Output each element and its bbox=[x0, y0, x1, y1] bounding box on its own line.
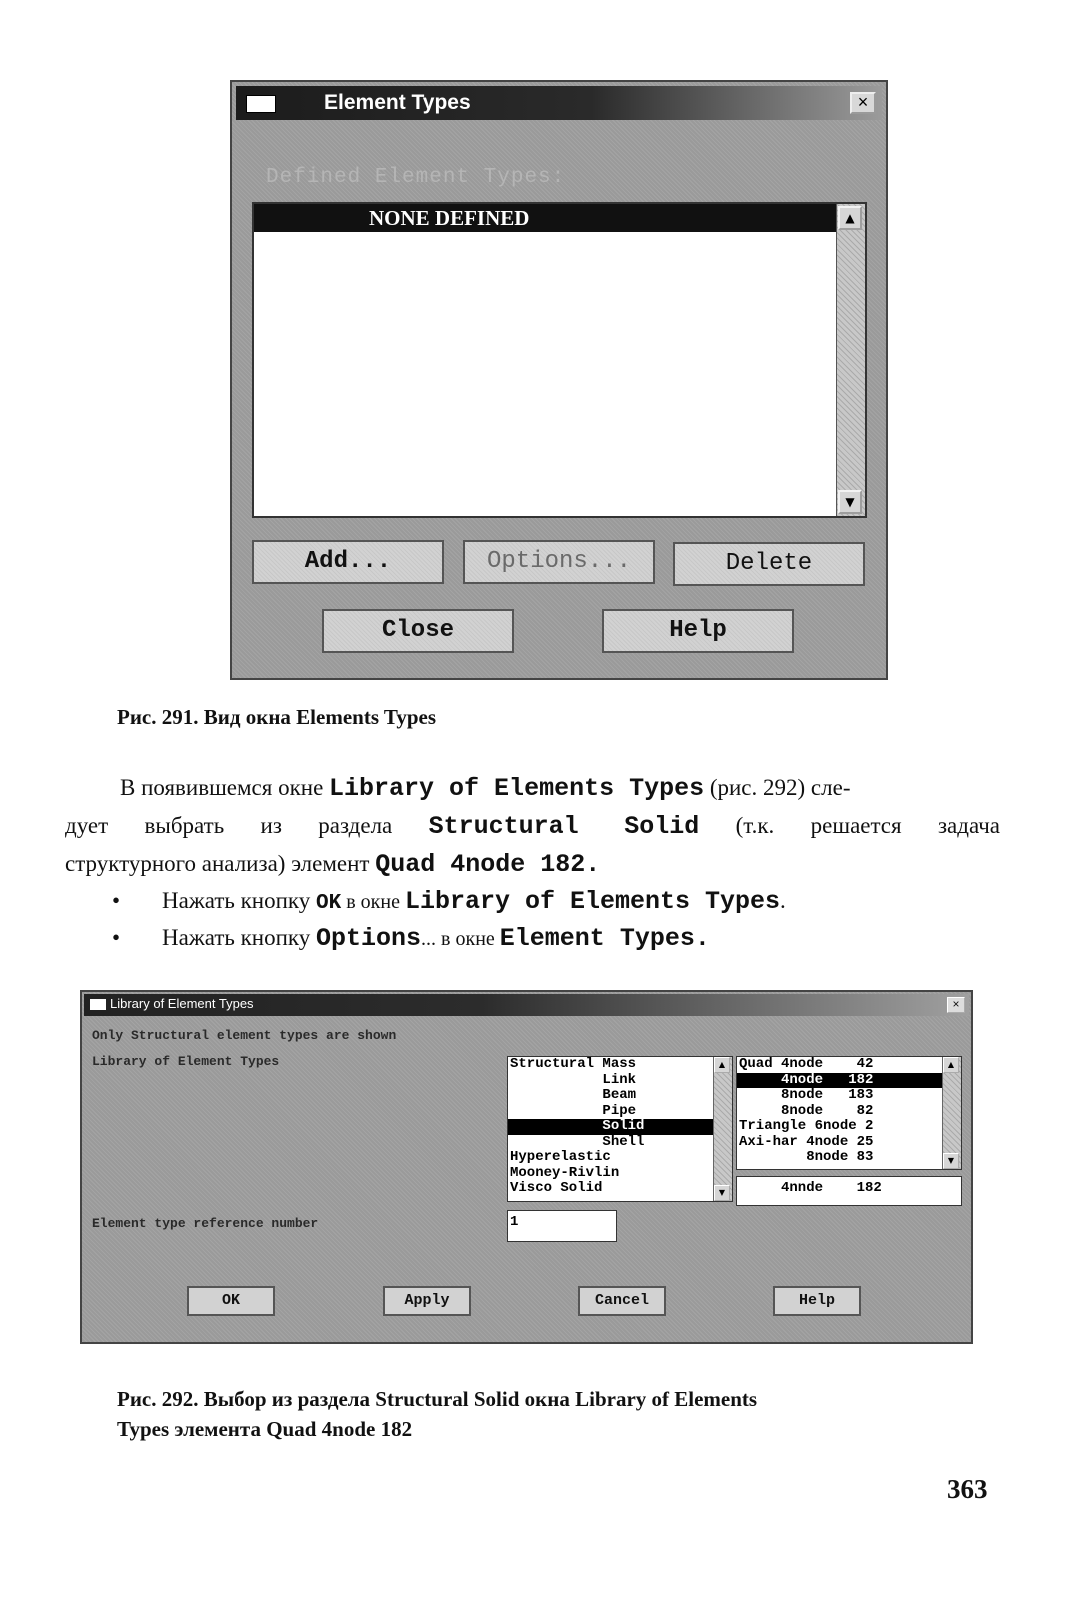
help-button[interactable]: Help bbox=[602, 609, 794, 653]
category-list-item[interactable]: Solid bbox=[508, 1119, 732, 1135]
category-list-item[interactable]: Beam bbox=[510, 1087, 637, 1103]
bullet-icon: • bbox=[112, 888, 121, 913]
help-button[interactable]: Help bbox=[773, 1286, 861, 1316]
window-title: Element Types bbox=[324, 91, 471, 114]
element-list-item[interactable]: 4node 182 bbox=[737, 1073, 961, 1089]
delete-button[interactable]: Delete bbox=[673, 542, 865, 586]
element-list-item[interactable]: Axi-har 4node 25 bbox=[739, 1133, 874, 1150]
info-label: Only Structural element types are shown bbox=[92, 1028, 397, 1043]
category-list-item[interactable]: Shell bbox=[510, 1133, 645, 1150]
window-title: Library of Element Types bbox=[110, 996, 254, 1011]
close-icon[interactable]: × bbox=[850, 92, 876, 114]
element-list-item[interactable]: Quad 4node 42 bbox=[739, 1056, 874, 1072]
scroll-up-icon[interactable]: ▲ bbox=[714, 1057, 730, 1073]
vertical-scrollbar[interactable] bbox=[713, 1057, 732, 1201]
cancel-button[interactable]: Cancel bbox=[578, 1286, 666, 1316]
scroll-down-icon[interactable]: ▼ bbox=[714, 1185, 730, 1201]
defined-element-types-list[interactable] bbox=[252, 202, 867, 518]
category-list-item[interactable]: Structural Mass bbox=[510, 1056, 637, 1072]
scroll-up-icon[interactable]: ▲ bbox=[943, 1057, 959, 1073]
reference-number-input[interactable]: 1 bbox=[507, 1210, 617, 1242]
category-list[interactable] bbox=[507, 1056, 733, 1202]
category-list-item[interactable]: Mooney-Rivlin bbox=[510, 1164, 620, 1181]
vertical-scrollbar[interactable] bbox=[942, 1057, 961, 1169]
category-list-item[interactable]: Pipe bbox=[510, 1102, 637, 1119]
figure-caption-292: Рис. 292. Выбор из раздела Structural Solid окна Library of Elements Types элемента Quad 4node 182 bbox=[117, 1387, 758, 1441]
library-label: Library of Element Types bbox=[92, 1054, 280, 1069]
scroll-down-icon[interactable]: ▼ bbox=[943, 1153, 959, 1169]
page-number: 363 bbox=[947, 1474, 988, 1504]
element-list-item[interactable]: 8node 82 bbox=[739, 1102, 874, 1119]
bullet-icon: • bbox=[112, 925, 121, 950]
title-bar bbox=[236, 86, 882, 120]
figure-caption-291: Рис. 291. Вид окна Elements Types bbox=[117, 705, 436, 729]
element-types-window bbox=[230, 80, 888, 680]
element-list-item[interactable]: 8node 183 bbox=[739, 1087, 874, 1103]
scroll-down-icon[interactable]: ▼ bbox=[838, 490, 862, 514]
window-menu-icon[interactable] bbox=[90, 999, 106, 1010]
list-item[interactable]: NONE DEFINED bbox=[254, 204, 837, 232]
section-label: Defined Element Types: bbox=[266, 166, 566, 189]
scroll-up-icon[interactable]: ▲ bbox=[838, 206, 862, 230]
options-button[interactable]: Options... bbox=[463, 540, 655, 584]
category-list-item[interactable]: Link bbox=[510, 1071, 637, 1088]
element-list-item[interactable]: Triangle 6node 2 bbox=[739, 1118, 874, 1134]
category-list-item[interactable]: Hyperelastic bbox=[510, 1149, 611, 1165]
element-list[interactable] bbox=[736, 1056, 962, 1170]
category-list-item[interactable]: Visco Solid bbox=[510, 1180, 603, 1196]
close-icon[interactable]: × bbox=[947, 997, 965, 1013]
add-button[interactable]: Add... bbox=[252, 540, 444, 584]
apply-button[interactable]: Apply bbox=[383, 1286, 471, 1316]
reference-number-label: Element type reference number bbox=[92, 1216, 319, 1231]
close-button[interactable]: Close bbox=[322, 609, 514, 653]
window-menu-icon[interactable] bbox=[246, 95, 276, 113]
element-list-item[interactable]: 8node 83 bbox=[739, 1149, 874, 1165]
title-bar bbox=[84, 994, 969, 1016]
ok-button[interactable]: OK bbox=[187, 1286, 275, 1316]
vertical-scrollbar[interactable] bbox=[836, 204, 865, 516]
selected-element-field[interactable]: 4nnde 182 bbox=[736, 1176, 962, 1206]
